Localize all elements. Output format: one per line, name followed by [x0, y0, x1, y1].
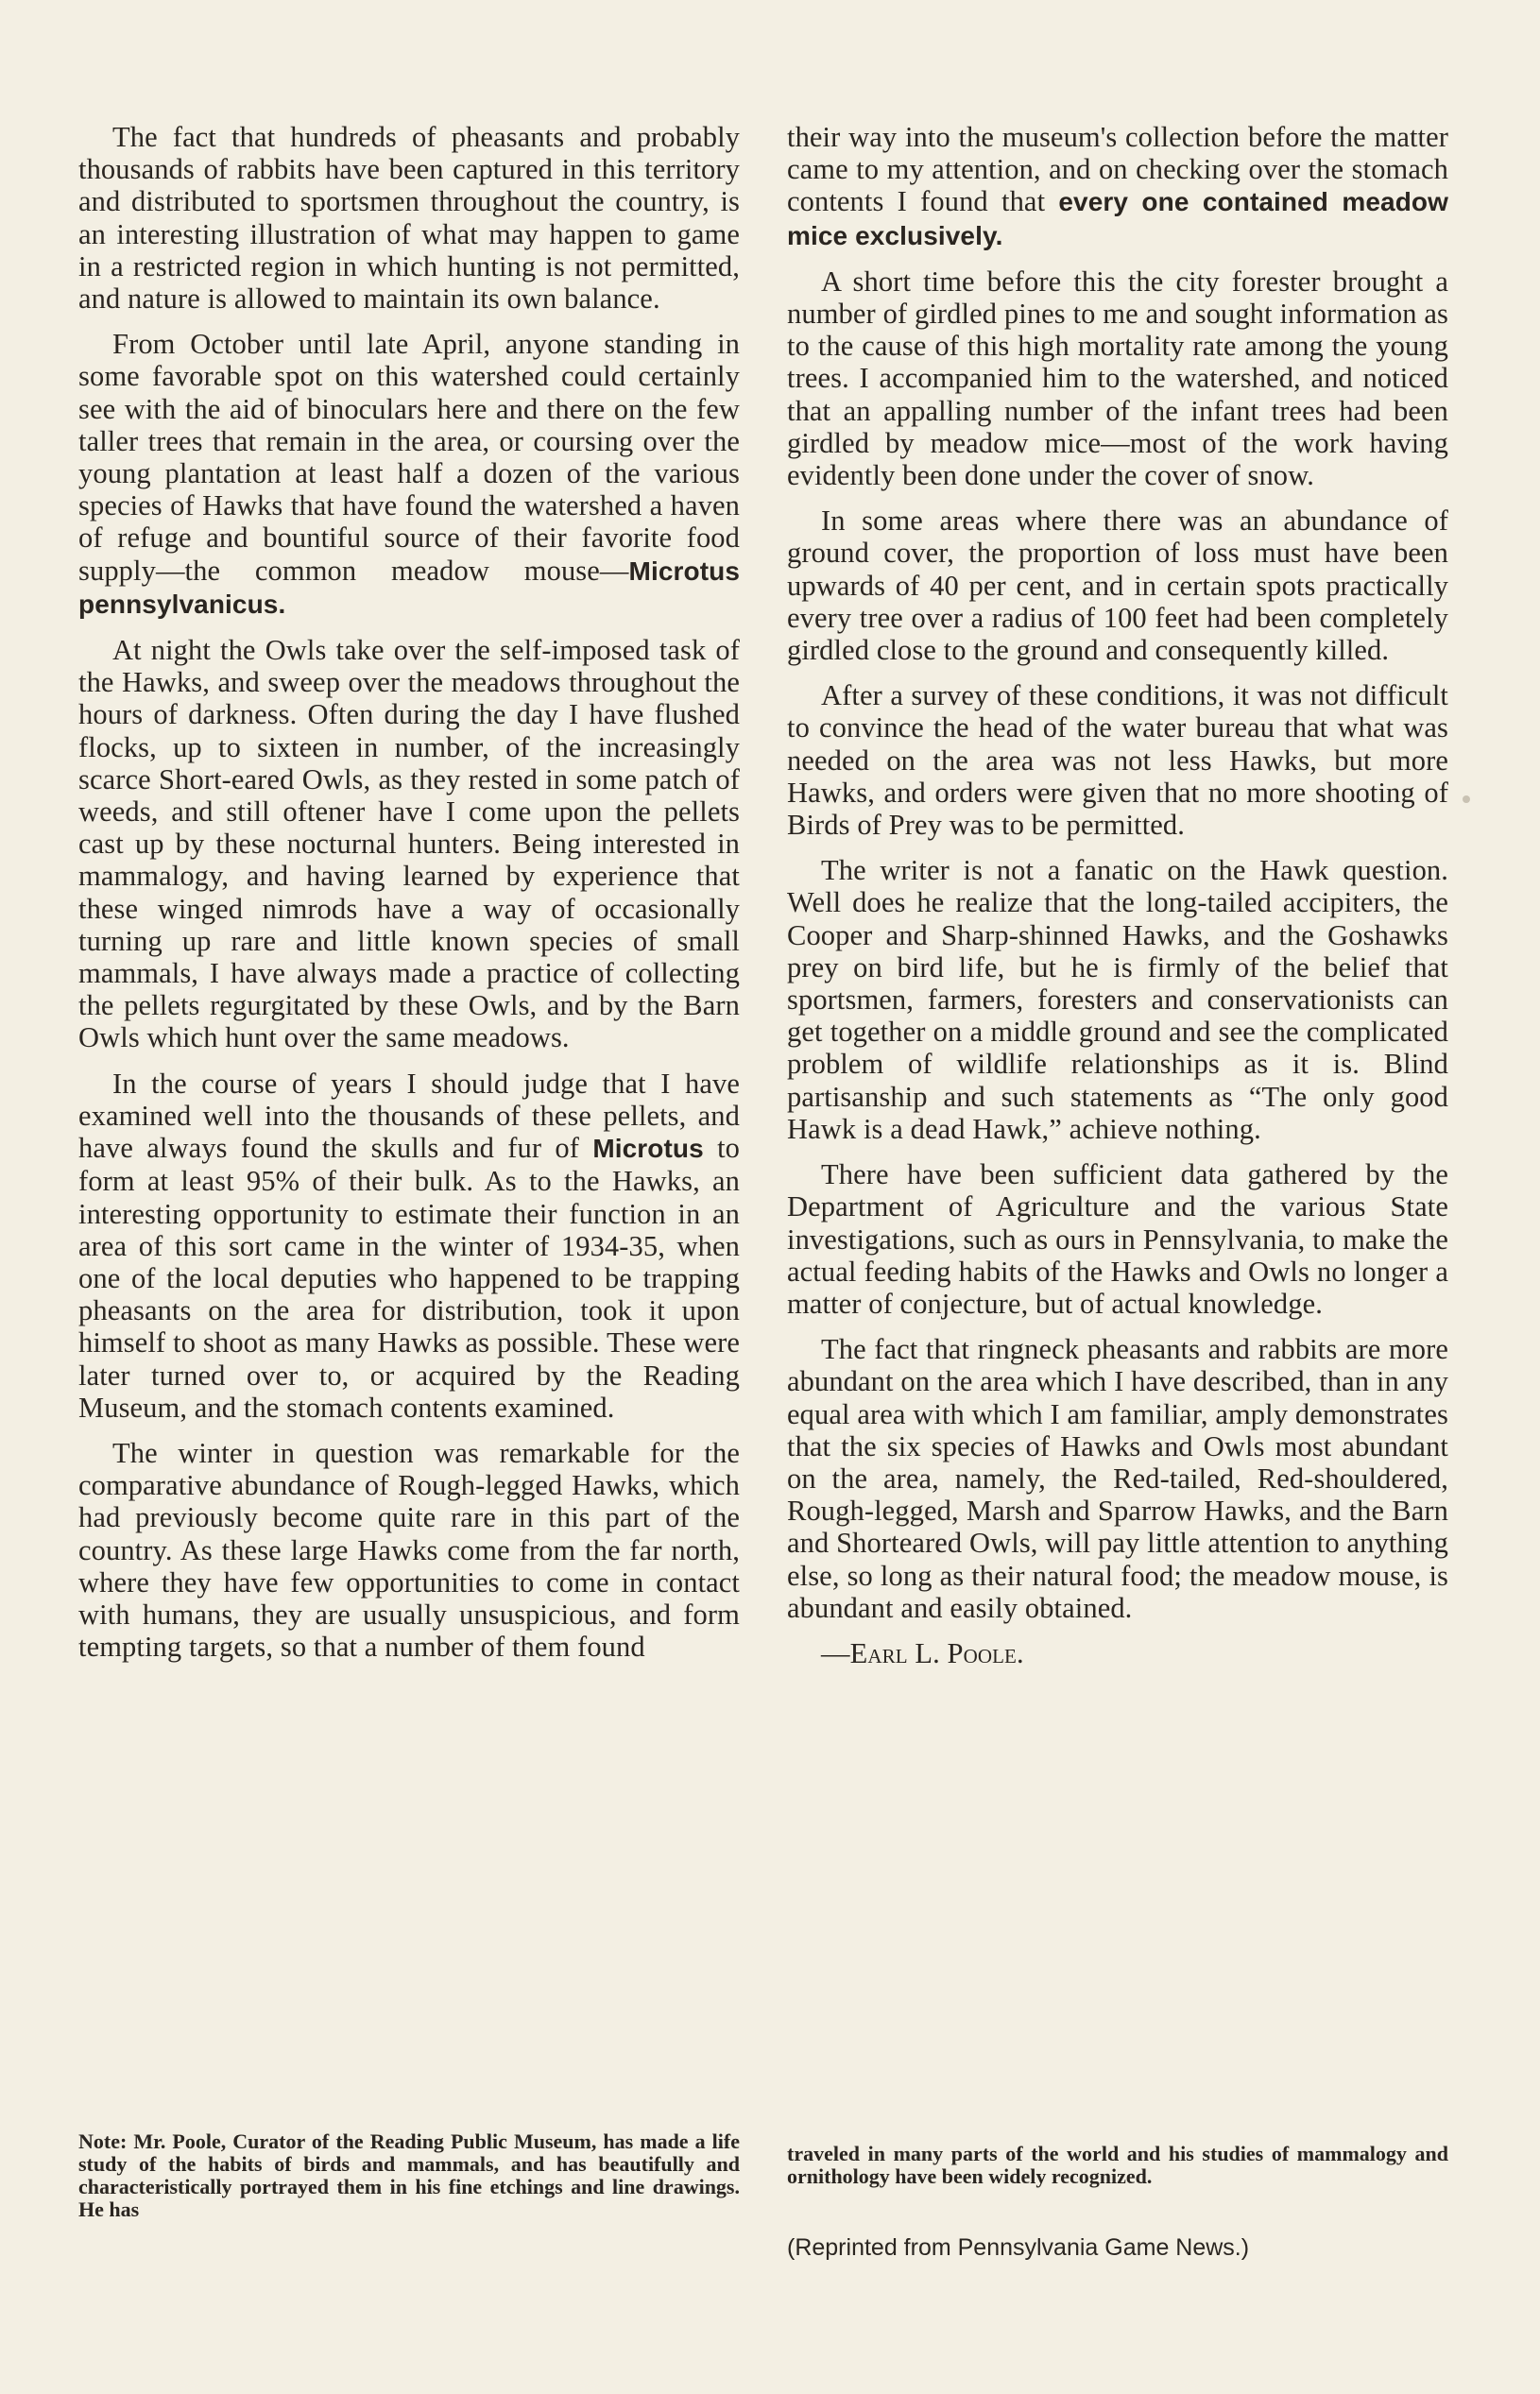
author-signature: —Earl L. Poole.	[821, 1636, 1024, 1669]
paragraph-text: to form at least 95% of their bulk. As to the Hawks, an interesting opportunity to estimate their function in an area of this sort came in the winter of 1934-35, when one of the local deputies who happened to be trapping pheasants on the area for distribution, took it upon himself to shoot as many Hawks as possible. These were later turned over to, or acquired by the Reading Museum, and the stomach contents examined.	[78, 1132, 740, 1424]
paragraph-city-forester: A short time before this the city forester brought a number of girdled pines to me and sought information as to the cause of this high mortality rate among the young trees. I accompanied him to the watershed, and noticed that an appalling number of the infant trees had been girdled by meadow mice—most of the work having evidently been done under the cover of snow.	[787, 265, 1448, 492]
paragraph-hawk-question: The writer is not a fanatic on the Hawk question. Well does he realize that the long-tailed accipiters, the Cooper and Sharp-shinned Hawks, and the Goshawks prey on bird life, but he is firmly of the belief that sportsmen, farmers, foresters and conservationists can get together on a middle ground and see the complicated problem of wildlife relationships as it is. Blind partisanship and such statements as “The only good Hawk is a dead Hawk,” achieve nothing.	[787, 854, 1448, 1145]
paragraph-survey-conditions: After a survey of these conditions, it was not difficult to convince the head of the water bureau that what was needed on the area was not less Hawks, but more Hawks, and orders were given that no more shooting of Birds of Prey was to be permitted.	[787, 679, 1448, 842]
paragraph-text: their way into the museum's collection before the matter came to my attention, and on checking over the stomach contents I found that	[787, 121, 1448, 218]
speck-mark	[1463, 795, 1470, 803]
paragraph-sufficient-data: There have been sufficient data gathered by the Department of Agriculture and the various State investigations, such as ours in Pennsylvania, to make the actual feeding habits of the Hawks and Owls no longer a matter of conjecture, but of actual knowledge.	[787, 1158, 1448, 1320]
paragraph-pellets-examined	[78, 1068, 740, 1424]
emphasis-meadow-mice: every one contained meadow mice exclusively.	[787, 187, 1448, 250]
genus-name-microtus: Microtus	[592, 1134, 704, 1164]
paragraph-pheasants-rabbits: The fact that hundreds of pheasants and probably thousands of rabbits have been captured in this territory and distributed to sportsmen throughout the country, is an interesting illustration of what may happen to game in a restricted region in which hunting is not permitted, and nature is allowed to maintain its own balance.	[78, 121, 740, 316]
author-note-right: traveled in many parts of the world and his studies of mammalogy and ornithology have been widely recognized.	[787, 2142, 1448, 2188]
species-name-microtus: Microtus pennsylvanicus.	[78, 556, 740, 619]
paragraph-ground-cover: In some areas where there was an abundance of ground cover, the proportion of loss must have been upwards of 40 per cent, and in certain spots practically every tree over a radius of 100 feet had been completely girdled close to the ground and consequently killed.	[787, 504, 1448, 667]
paragraph-museum-collection	[787, 121, 1448, 252]
paragraph-winter-rough-legged: The winter in question was remarkable for the comparative abundance of Rough-legged Hawks, which had previously become quite rare in this part of the country. As these large Hawks come from the far north, where they have few opportunities to come in contact with humans, they are usually unsuspicious, and form tempting targets, so that a number of them found	[78, 1436, 740, 1664]
author-note-left: Note: Mr. Poole, Curator of the Reading Public Museum, has made a life study of the habits of birds and mammals, and has beautifully and characteristically portrayed them in his fine etchings and line drawings. He has	[78, 2129, 740, 2221]
paragraph-text: From October until late April, anyone standing in some favorable spot on this watershed could certainly see with the aid of binoculars here and there on the few taller trees that remain in the area, or coursing over the young plantation at least half a dozen of the various species of Hawks that have found the watershed a haven of refuge and bountiful source of their favorite food supply—the common meadow mouse—	[78, 328, 740, 587]
paragraph-ringneck-pheasants: The fact that ringneck pheasants and rabbits are more abundant on the area which I have described, than in any equal area with which I am familiar, amply demonstrates that the six species of Hawks and Owls most abundant on the area, namely, the Red-tailed, Red-shouldered, Rough-legged, Marsh and Sparrow Hawks, and the Barn and Shorteared Owls, will pay little attention to anything else, so long as their natural food; the meadow mouse, is abundant and easily obtained.	[787, 1333, 1448, 1624]
paragraph-october-april	[78, 328, 740, 621]
right-column	[787, 121, 1448, 1683]
paragraph-owls-night: At night the Owls take over the self-imposed task of the Hawks, and sweep over the meadows throughout the hours of darkness. Often during the day I have flushed flocks, up to sixteen in number, of the increasingly scarce Short-eared Owls, as they rested in some patch of weeds, and still oftener have I come upon the pellets cast up by these nocturnal hunters. Being interested in mammalogy, and having learned by experience that these winged nimrods have a way of occasionally turning up rare and little known species of small mammals, I have always made a practice of collecting the pellets regurgitated by these Owls, and by the Barn Owls which hunt over the same meadows.	[78, 634, 740, 1054]
paragraph-text: In the course of years I should judge that I have examined well into the thousands of these pellets, and have always found the skulls and fur of	[78, 1067, 740, 1165]
reprint-credit: (Reprinted from Pennsylvania Game News.)	[787, 2234, 1250, 2261]
left-column	[78, 121, 740, 1676]
